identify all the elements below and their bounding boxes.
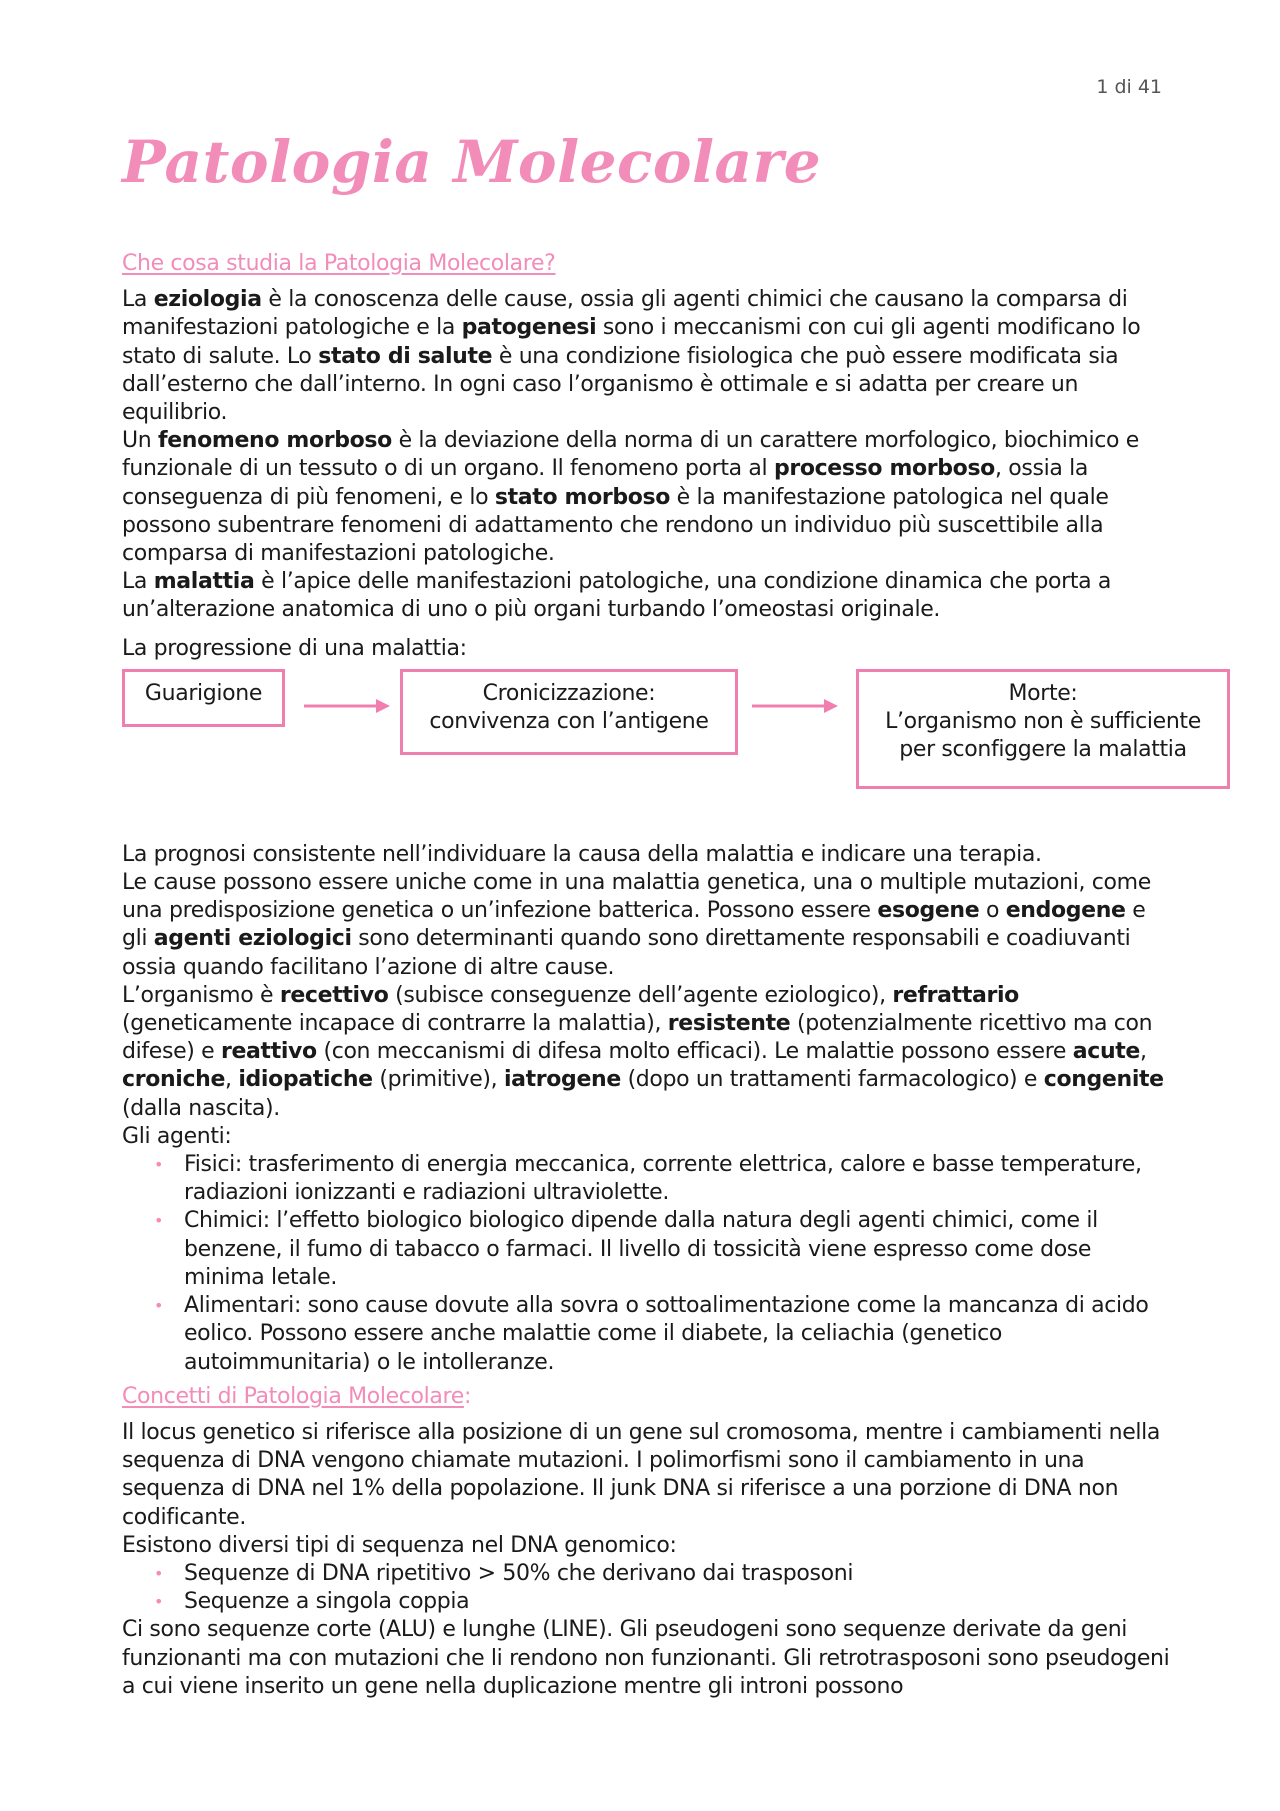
text-run: La prognosi consistente nell’individuare la causa della malattia e indicare una terapia. <box>122 841 1042 867</box>
sequence-types-list <box>122 1560 1172 1616</box>
paragraph <box>122 286 1172 427</box>
bold-term: processo morboso <box>773 456 995 482</box>
progression-label: La progressione di una malattia: <box>122 635 467 661</box>
text-run: (dopo un trattamenti farmacologico) e <box>620 1067 1044 1093</box>
list-item: • Alimentari: sono cause dovute alla sovra o sottoalimentazione come la mancanza di acido eolico. Possono essere anche malattie come il diabete, la celiachia (genetico autoimmunitaria) o le intolleranze. <box>122 1292 1172 1377</box>
bold-term: resistente <box>667 1011 791 1037</box>
flow-box-chronic <box>400 669 738 755</box>
bold-term: reattivo <box>220 1039 317 1065</box>
bold-term: acute <box>1072 1039 1141 1065</box>
bold-term: stato morboso <box>494 484 671 510</box>
bold-term: fenomeno morboso <box>158 428 392 454</box>
text-run: o <box>979 898 1006 924</box>
paragraph <box>122 427 1172 568</box>
bold-term: idiopatiche <box>238 1067 373 1093</box>
text-run: (con meccanismi di difesa molto efficaci). Le malattie possono essere <box>316 1039 1073 1065</box>
bold-term: stato di salute <box>318 343 493 369</box>
bold-term: esogene <box>877 898 980 924</box>
bold-term: malattia <box>153 569 255 595</box>
paragraph: Ci sono sequenze corte (ALU) e lunghe (LINE). Gli pseudogeni sono sequenze derivate da geni funzionanti ma con mutazioni che li rendono non funzionanti. Gli retrotrasposoni sono pseudogeni a cui viene inserito un gene nella duplicazione mentre gli introni possono <box>122 1617 1170 1699</box>
paragraph <box>122 568 1172 624</box>
text-run: è l’apice delle manifestazioni patologiche, una condizione dinamica che porta a un’alterazione anatomica di uno o più organi turbando l’omeostasi originale. <box>122 569 1112 623</box>
text-run: (primitive), <box>372 1067 504 1093</box>
text-run: , <box>225 1067 239 1093</box>
agents-label: Gli agenti: <box>122 1123 232 1149</box>
section-heading-2 <box>122 1383 1172 1411</box>
section-heading-1: Che cosa studia la Patologia Molecolare? <box>122 251 556 276</box>
flow-box-death <box>856 669 1230 789</box>
list-item: • Chimici: l’effetto biologico biologico dipende dalla natura degli agenti chimici, come il benzene, il fumo di tabacco o farmaci. Il livello di tossicità viene espresso come dose minima letale. <box>122 1207 1172 1292</box>
bold-term: endogene <box>1005 898 1126 924</box>
text-run: (geneticamente incapace di contrarre la malattia), <box>122 1011 668 1037</box>
flow-box-line: Morte: <box>1008 680 1078 706</box>
text-run: L’organismo è <box>122 982 280 1008</box>
list-item: • Fisici: trasferimento di energia meccanica, corrente elettrica, calore e basse temperature, radiazioni ionizzanti e radiazioni ultraviolette. <box>122 1151 1172 1207</box>
paragraph: Il locus genetico si riferisce alla posizione di un gene sul cromosoma, mentre i cambiamenti nella sequenza di DNA vengono chiamate mutazioni. I polimorfismi sono il cambiamento in una sequenza di DNA nel 1% della popolazione. Il junk DNA si riferisce a una porzione di DNA non codificante. <box>122 1419 1161 1530</box>
page-number: 1 di 41 <box>1096 76 1162 98</box>
paragraph <box>122 841 1172 869</box>
text-run: (subisce conseguenze dell’agente eziologico), <box>388 982 893 1008</box>
flow-box-line: per sconfiggere la malattia <box>899 737 1187 763</box>
text-run: , ossia la conseguenza di più fenomeni, e lo <box>122 456 1089 510</box>
text-run: (dalla nascita). <box>122 1095 280 1121</box>
text-run: è la manifestazione patologica nel quale possono subentrare fenomeni di adattamento che rendono un individuo più suscettibile alla comparsa di manifestazioni patologiche. <box>122 484 1109 567</box>
paragraph: Esistono diversi tipi di sequenza nel DNA genomico: <box>122 1532 677 1558</box>
page-title: Patologia Molecolare <box>122 128 822 196</box>
text-run: La <box>122 569 154 595</box>
text-run: sono determinanti quando sono direttamente responsabili e coadiuvanti ossia quando facilitano l’azione di altre cause. <box>122 926 1131 980</box>
text-run: La <box>122 287 154 313</box>
agents-list <box>122 1151 1172 1377</box>
text-run: Le cause possono essere uniche come in una malattia genetica, una o multiple mutazioni, come una predisposizione genetica o un’infezione batterica. Possono essere <box>122 870 1151 924</box>
bold-term: iatrogene <box>503 1067 621 1093</box>
text-run: e gli <box>122 898 1146 952</box>
section-heading-colon: : <box>463 1383 471 1409</box>
arrow-right-icon <box>752 697 840 715</box>
paragraph <box>122 982 1172 1123</box>
progression-flowchart <box>122 669 1201 827</box>
text-run: (potenzialmente ricettivo ma con difese) e <box>122 1011 1153 1065</box>
text-run: sono i meccanismi con cui gli agenti modificano lo stato di salute. Lo <box>122 315 1141 369</box>
bold-term: croniche <box>122 1067 226 1093</box>
arrow-right-icon <box>304 697 392 715</box>
flow-box-line: L’organismo non è sufficiente <box>885 709 1201 735</box>
paragraph <box>122 869 1172 982</box>
flow-box-recovery <box>122 669 285 727</box>
text-run: , <box>1140 1039 1147 1065</box>
list-item: • Sequenze a singola coppia <box>122 1588 1172 1616</box>
section-heading-text: Concetti di Patologia Molecolare <box>122 1383 464 1409</box>
text-run: è la conoscenza delle cause, ossia gli agenti chimici che causano la comparsa di manifestazioni patologiche e la <box>122 287 1128 341</box>
text-run: è una condizione fisiologica che può essere modificata sia dall’esterno che dall’interno. In ogni caso l’organismo è ottimale e si adatta per creare un equilibrio. <box>122 343 1119 426</box>
bold-term: congenite <box>1043 1067 1164 1093</box>
bold-term: agenti eziologici <box>153 926 352 952</box>
flow-box-line: Guarigione <box>144 680 263 706</box>
document-body <box>122 250 1201 1701</box>
bold-term: recettivo <box>279 982 389 1008</box>
bold-term: refrattario <box>892 982 1019 1008</box>
bold-term: patogenesi <box>461 315 597 341</box>
list-item: • Sequenze di DNA ripetitivo > 50% che derivano dai trasposoni <box>122 1560 1172 1588</box>
flow-box-line: convivenza con l’antigene <box>429 709 709 735</box>
text-run: è la deviazione della norma di un carattere morfologico, biochimico e funzionale di un tessuto o di un organo. Il fenomeno porta al <box>122 428 1139 482</box>
bold-term: eziologia <box>153 287 262 313</box>
text-run: Un <box>122 428 158 454</box>
flow-box-line: Cronicizzazione: <box>482 680 656 706</box>
